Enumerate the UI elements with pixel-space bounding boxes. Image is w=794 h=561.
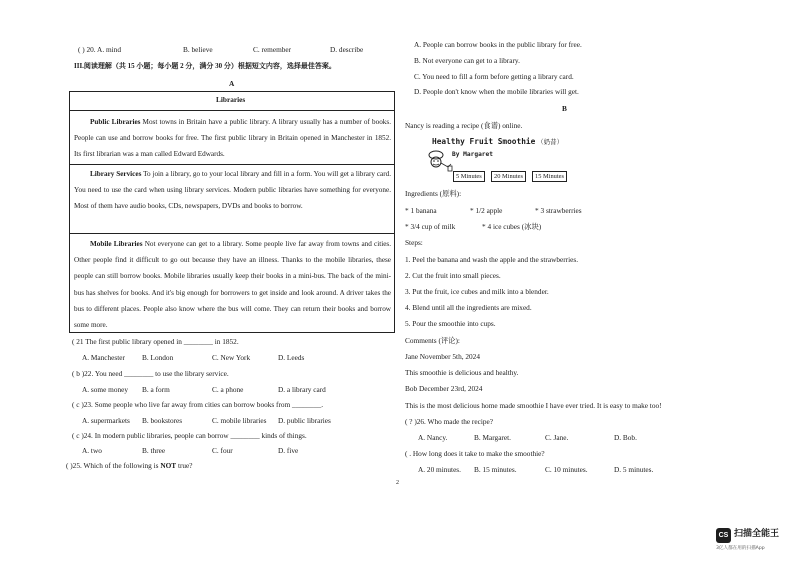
q23-stem: ( c )23. Some people who live far away from cities can borrow books from ________. [72,400,324,409]
step-5: 5. Pour the smoothie into cups. [405,319,496,328]
q24-stem: ( c )24. In modern public libraries, people can borrow ________ kinds of things. [72,431,307,440]
q25-stem [66,462,193,471]
q27-option-d: D. 5 minutes. [614,465,654,474]
prep-time-badge: 5 Minutes [453,171,485,182]
ingredient-banana: * 1 banana [405,206,437,215]
q25-option-b: B. Not everyone can get to a library. [414,56,520,65]
page-number: 2 [396,480,399,486]
q26-option-d: D. Bob. [614,433,637,442]
q22-option-a: A. some money [82,385,129,394]
mobile-libraries-text: Not everyone can get to a library. Some people live far away from towns and cities. Other people find it difficult to go out because they have an illness. Thanks to the mobile libraries, these people can still borrow books. Mobile libraries usually keep their books in a mini-bus. The back of the mini-bus has shelves for books. And it's big enough for borrowers to get inside and look around. A driver takes the bus to different places. People also know where the bus will come. They can return their books and borrow some more. [74,240,391,330]
ingredients-label: Ingredients (原料): [405,189,462,198]
q26-option-b: B. Margaret. [474,433,511,442]
q27-option-a: A. 20 minutes. [418,465,461,474]
divider-2 [69,233,395,234]
q22-option-d: D. a library card [278,385,326,394]
steps-label: Steps: [405,238,423,247]
public-libraries-paragraph [74,114,391,163]
q24-option-c: C. four [212,446,233,455]
public-libraries-lead: Public Libraries [90,118,141,126]
q23-option-b: B. bookstores [142,416,183,425]
q25-stem-pre: ( )25. Which of the following is [66,461,161,470]
mobile-libraries-paragraph [74,236,391,333]
q22-stem: ( b )22. You need ________ to use the library service. [72,369,229,378]
ingredient-strawberries: * 3 strawberries [535,206,582,215]
recipe-title: Healthy Fruit Smoothie [432,137,536,146]
q27-option-c: C. 10 minutes. [545,465,588,474]
passage-b-label: B [562,104,567,113]
passage-a-label: A [229,79,235,88]
q21-option-a: A. Manchester [82,353,125,362]
comment-2-text: This is the most delicious home made smoothie I have ever tried. It is easy to make too! [405,401,662,410]
recipe-title-cn: （奶昔） [537,139,564,146]
q21-option-b: B. London [142,353,174,362]
comments-label: Comments (评论): [405,336,460,345]
q20-option-d: D. describe [330,45,364,54]
comment-1-text: This smoothie is delicious and healthy. [405,368,519,377]
step-2: 2. Cut the fruit into small pieces. [405,271,501,280]
q20-option-b: B. believe [183,45,213,54]
library-services-lead: Library Services [90,170,142,178]
q27-stem: ( . How long does it take to make the smoothie? [405,449,545,458]
q26-option-c: C. Jane. [545,433,569,442]
step-3: 3. Put the fruit, ice cubes and milk into a blender. [405,287,549,296]
mobile-libraries-lead: Mobile Libraries [90,240,143,248]
public-libraries-text: Most towns in Britain have a public library. A library usually has a number of books. People can use and borrow books for free. The first public library in Britain opened in Manchester in 1852. Its first librarian was a man called Edward Edwards. [74,118,391,159]
q24-option-d: D. five [278,446,299,455]
q20-option-c: C. remember [253,45,292,54]
divider-1 [69,164,395,165]
q23-option-d: D. public libraries [278,416,331,425]
ingredient-apple: * 1/2 apple [470,206,503,215]
scanner-name: 扫描全能王 [734,529,780,539]
servings-time-badge: 15 Minutes [532,171,567,182]
q25-option-d: D. People don't know when the mobile libraries will get. [414,87,579,96]
section-heading: III.阅读理解（共 15 小题；每小题 2 分，满分 30 分）根据短文内容，选择最佳答案。 [74,62,336,70]
q21-option-c: C. New York [212,353,251,362]
library-services-paragraph [74,166,391,215]
q27-option-b: B. 15 minutes. [474,465,517,474]
passage-title: Libraries [216,95,246,104]
q20-number-option-a: ( ) 20. A. mind [78,45,121,54]
q23-option-c: C. mobile libraries [212,416,267,425]
q22-option-c: C. a phone [212,385,244,394]
total-time-badge: 20 Minutes [491,171,526,182]
chef-illustration-icon [424,150,454,172]
q25-option-a: A. People can borrow books in the public library for free. [414,40,582,49]
scanner-logo: CS [716,528,731,543]
q24-option-a: A. two [82,446,102,455]
q23-option-a: A. supermarkets [82,416,130,425]
q22-option-b: B. a form [142,385,170,394]
scanner-tagline: 3亿人都在用的扫描App [716,546,765,551]
recipe-byline: By Margaret [452,151,493,158]
recipe-intro: Nancy is reading a recipe (食谱) online. [405,121,523,130]
q24-option-b: B. three [142,446,166,455]
step-1: 1. Peel the banana and wash the apple and the strawberries. [405,255,579,264]
ingredient-ice-cubes: * 4 ice cubes (冰块) [482,222,542,231]
q21-stem: ( 21 The first public library opened in ________ in 1852. [72,337,239,346]
q26-option-a: A. Nancy. [418,433,448,442]
step-4: 4. Blend until all the ingredients are mixed. [405,303,532,312]
q26-stem: ( ? )26. Who made the recipe? [405,417,493,426]
q21-option-d: D. Leeds [278,353,305,362]
library-services-text: To join a library, go to your local library and fill in a form. You will get a library card. You need to use the card when using library services. Modern public libraries have something for everyone. Most of them have audio books, CDs, newspapers, DVDs and books to borrow. [74,170,391,211]
comment-1-author: Jane November 5th, 2024 [405,352,480,361]
q25-option-c: C. You need to fill a form before getting a library card. [414,72,574,81]
recipe-title-line [432,137,563,147]
q25-stem-post: true? [176,461,193,470]
ingredient-milk: * 3/4 cup of milk [405,222,456,231]
comment-2-author: Bob December 23rd, 2024 [405,384,483,393]
q25-stem-bold: NOT [160,461,177,470]
